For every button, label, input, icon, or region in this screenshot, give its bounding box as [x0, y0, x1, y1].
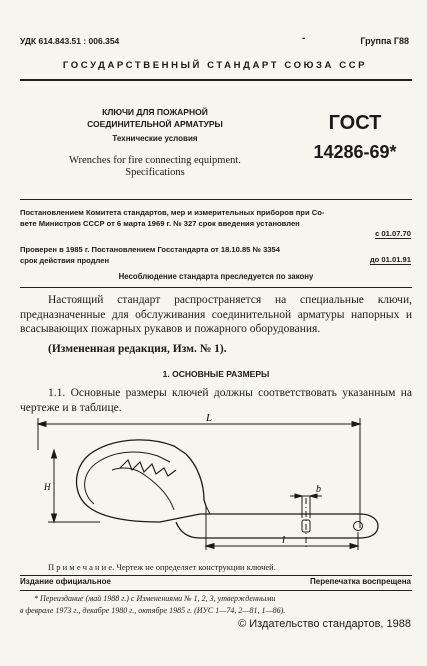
approval-line4: срок действия продлен: [20, 256, 110, 265]
gost-number: 14286-69*: [313, 142, 397, 162]
hook-inner-arc: [112, 468, 174, 510]
gost-label: ГОСТ: [328, 112, 382, 134]
title-ru-line1: КЛЮЧИ ДЛЯ ПОЖАРНОЙ: [102, 107, 208, 117]
approval-rule: [20, 287, 412, 288]
body-lower-edge: [90, 508, 200, 522]
title-en-line1: Wrenches for fire connecting equipment.: [69, 155, 241, 166]
arrow-H-top: [52, 450, 57, 458]
section-heading: 1. ОСНОВНЫЕ РАЗМЕРЫ: [162, 369, 270, 379]
hook-inner: [85, 452, 170, 504]
copyright: © Издательство стандартов, 1988: [238, 618, 411, 630]
title-en-line2: Specifications: [125, 167, 185, 178]
label-l: l: [282, 534, 286, 546]
dash-mark: -: [302, 33, 306, 44]
title-en: [60, 155, 250, 179]
clause-1-1: 1.1. Основные размеры ключей должны соответствовать указанным на чертеже и в таблице.: [20, 387, 412, 414]
title-subtitle: Технические условия: [112, 134, 198, 143]
reissue-line2: в феврале 1973 г., декабре 1980 г., октябре 1985 г. (ИУС 1—74, 2—81, 1—86).: [20, 606, 286, 615]
label-b: b: [316, 484, 321, 495]
arrow-H-bottom: [52, 514, 57, 522]
reissue-line1: * Переиздание (май 1988 г.) с Изменениями № 1, 2, 3, утвержденными: [34, 594, 276, 603]
arrow-l-left: [206, 544, 214, 549]
label-H: H: [44, 482, 51, 492]
approval-line2: вете Министров СССР от 6 марта 1969 г. № 327 срок введения установлен: [20, 219, 300, 228]
approval-line3: Проверен в 1985 г. Постановлением Госстандарта от 18.10.85 № 3354: [20, 245, 280, 254]
reissue-footnote: [20, 593, 412, 617]
approval-line1: Постановлением Комитета стандартов, мер и измерительных приборов при Со-: [20, 208, 325, 217]
banner-rule: [20, 79, 412, 81]
approval-date2: до 01.01.91: [369, 255, 411, 264]
title-rule: [20, 199, 412, 200]
arrow-b-left: [295, 494, 302, 498]
standard-banner: ГОСУДАРСТВЕННЫЙ СТАНДАРТ СОЮЗА ССР: [62, 60, 368, 71]
title-ru-line2: СОЕДИНИТЕЛЬНОЙ АРМАТУРЫ: [87, 119, 223, 129]
handle-junction: [206, 506, 210, 514]
label-L: L: [206, 412, 213, 424]
group-code: Группа Г88: [360, 36, 409, 46]
body-upper-edge: [186, 454, 206, 506]
footer-rule-2: [20, 590, 412, 591]
footer-rule: [20, 575, 412, 576]
intro-paragraph: Настоящий стандарт распространяется на специальные ключи, предназначенные для обслуживания соединительной арматуры напорных и всасывающих пожарных рукавов и пожарного оборудования.: [20, 294, 412, 335]
approval-block: [20, 207, 412, 229]
title-ru: [60, 106, 250, 130]
udk-code: УДК 614.843.51 : 006.354: [20, 36, 120, 46]
handle-hole: [354, 522, 363, 531]
wrench-drawing: [20, 410, 412, 570]
revision-block: [20, 244, 412, 266]
hook-outer: [77, 440, 187, 508]
arrow-l-right: [350, 544, 358, 549]
arrow-L-right: [352, 422, 360, 427]
reprint-notice: Перепечатка воспрещена: [310, 577, 411, 586]
drawing-note: П р и м е ч а н и е. Чертеж не определяет конструкции ключей.: [48, 562, 276, 572]
law-notice: Несоблюдение стандарта преследуется по закону: [118, 272, 314, 281]
amendment-note: (Измененная редакция, Изм. № 1).: [48, 343, 227, 355]
official-edition: Издание официальное: [20, 577, 111, 586]
approval-date1: с 01.07.70: [375, 229, 411, 238]
arrow-L-left: [38, 422, 46, 427]
